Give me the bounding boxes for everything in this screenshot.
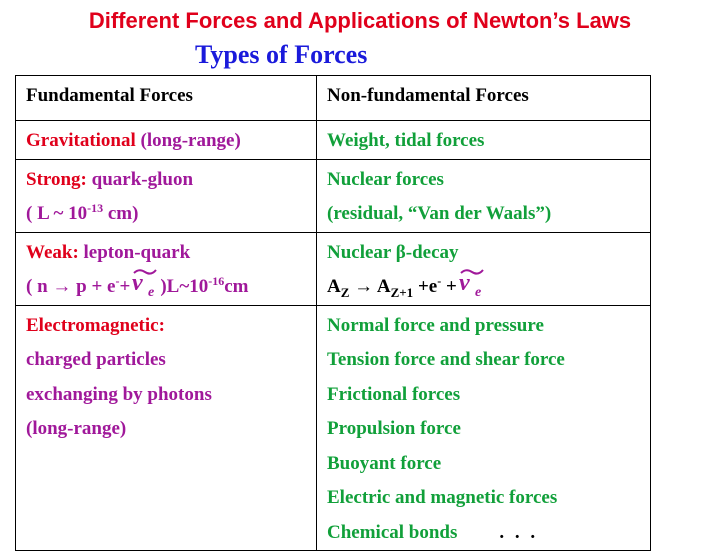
nu-subscript: e: [148, 285, 155, 298]
column-header-non-fundamental: Non-fundamental Forces: [317, 76, 651, 121]
em-desc-1: charged particles: [26, 349, 166, 370]
strong-scale-text: ( L ~ 10: [26, 203, 88, 224]
page-title: Different Forces and Applications of Newton’s Laws: [88, 8, 632, 33]
weak-length-unit: cm: [224, 276, 249, 297]
em-desc-2: exchanging by photons: [26, 383, 212, 405]
weak-particles: lepton-quark: [83, 241, 191, 263]
nucleus-z: Z: [340, 285, 350, 300]
antineutrino-glyph: [130, 266, 160, 298]
list-item: Propulsion force: [327, 418, 461, 439]
electromagnetic-examples: [317, 305, 651, 551]
beta-decay-formula: [327, 270, 640, 305]
gravitational-label: Gravitational: [26, 130, 136, 151]
ellipsis: . . .: [499, 521, 539, 543]
table-header-row: [16, 76, 651, 121]
antineutrino-symbol: [130, 270, 160, 298]
strong-particles: quark-gluon: [91, 168, 194, 190]
strong-label: Strong:: [26, 168, 87, 190]
nu-letter: ν: [132, 270, 143, 296]
table-row-strong: [16, 159, 651, 232]
list-item: Normal force and pressure: [327, 314, 544, 336]
weak-decay-formula: [26, 270, 306, 305]
weak-electron-charge: -: [115, 274, 120, 288]
electron-term: +e: [413, 276, 438, 297]
table-row-electromagnetic: [16, 305, 651, 551]
strong-scale-exponent: -13: [87, 201, 104, 215]
gravitational-cell: [16, 121, 317, 160]
nucleus-symbol: A: [327, 276, 341, 297]
weak-example-1: Nuclear β-decay: [327, 241, 459, 263]
antineutrino-symbol-2: [457, 270, 487, 298]
list-item: Electric and magnetic forces: [327, 487, 558, 508]
weak-examples: [317, 232, 651, 305]
weak-length-text: )L~10: [160, 276, 209, 297]
strong-examples: [317, 159, 651, 232]
strong-length-scale: [26, 197, 306, 232]
weak-label: Weak:: [26, 241, 79, 263]
electron-charge: -: [437, 274, 442, 288]
nucleus-z-plus-one: Z+1: [390, 285, 414, 300]
weak-decay-text: ( n → p + e: [26, 276, 116, 297]
list-item: Frictional forces: [327, 383, 461, 405]
strong-cell: [16, 159, 317, 232]
page-subtitle: Types of Forces: [195, 40, 368, 69]
weak-cell: [16, 232, 317, 305]
nu-subscript-2: e: [474, 285, 481, 298]
decay-arrow: → A: [349, 276, 391, 297]
gravitational-examples: Weight, tidal forces: [317, 121, 651, 160]
plus-sign: +: [441, 276, 457, 297]
gravitational-range: (long-range): [140, 130, 241, 151]
list-item: Tension force and shear force: [327, 349, 565, 370]
electromagnetic-cell: [16, 305, 317, 551]
strong-example-1: Nuclear forces: [327, 168, 444, 190]
column-header-fundamental: Fundamental Forces: [16, 76, 317, 121]
table-row-weak: [16, 232, 651, 305]
forces-table: [15, 75, 651, 551]
strong-scale-unit: cm): [103, 203, 139, 224]
weak-plus: +: [119, 276, 131, 297]
list-item-last: [327, 516, 640, 551]
list-item: Buoyant force: [327, 452, 442, 474]
nu-letter-2: ν: [458, 270, 470, 296]
em-desc-3: (long-range): [26, 418, 127, 439]
weak-length-exponent: -16: [208, 274, 225, 288]
chemical-bonds-label: Chemical bonds: [327, 521, 458, 543]
antineutrino-glyph-2: [457, 266, 487, 298]
table-row-gravitational: [16, 121, 651, 160]
em-label: Electromagnetic:: [26, 314, 165, 336]
strong-example-2: (residual, “Van der Waals”): [327, 203, 552, 224]
